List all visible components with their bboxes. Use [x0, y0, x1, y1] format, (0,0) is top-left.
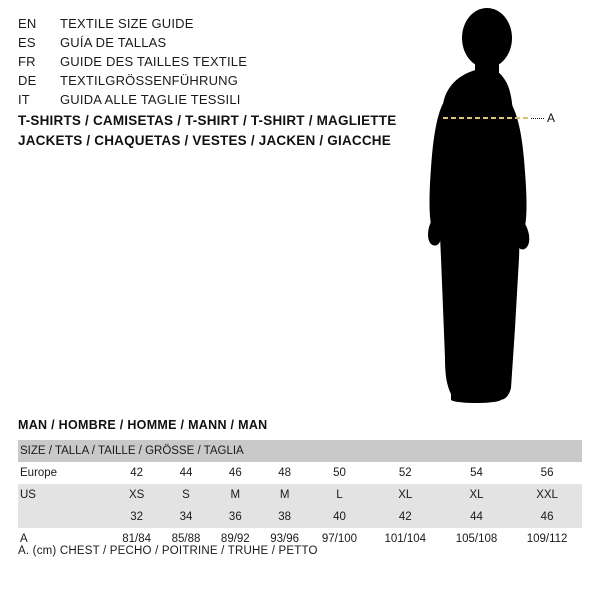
table-cell: 46	[211, 462, 260, 484]
language-row	[18, 73, 378, 92]
table-cell: 42	[112, 462, 161, 484]
table-cell: 34	[161, 506, 210, 528]
language-text: GUÍA DE TALLAS	[60, 35, 167, 50]
row-label: Europe	[18, 462, 112, 484]
table-cell: 101/104	[370, 528, 441, 550]
language-code: ES	[18, 35, 36, 50]
table-cell: 46	[512, 506, 582, 528]
garment-line-tshirts: T-SHIRTS / CAMISETAS / T-SHIRT / T-SHIRT / MAGLIETTE	[18, 113, 397, 128]
table-cell: 56	[512, 462, 582, 484]
language-code: EN	[18, 16, 37, 31]
table-row	[18, 484, 582, 506]
language-list	[18, 16, 378, 111]
language-code: DE	[18, 73, 37, 88]
table-header-label: SIZE / TALLA / TAILLE / GRÖSSE / TAGLIA	[18, 440, 582, 462]
language-text: GUIDE DES TAILLES TEXTILE	[60, 54, 248, 69]
language-row	[18, 54, 378, 73]
language-code: FR	[18, 54, 36, 69]
table-cell: 93/96	[260, 528, 309, 550]
table-cell: M	[260, 484, 309, 506]
table-cell: 89/92	[211, 528, 260, 550]
table-cell: 42	[370, 506, 441, 528]
footnote: A. (cm) CHEST / PECHO / POITRINE / TRUHE / PETTO	[18, 545, 318, 557]
table-cell: 44	[441, 506, 512, 528]
table-cell: 105/108	[441, 528, 512, 550]
table-cell: 97/100	[309, 528, 369, 550]
row-label	[18, 506, 112, 528]
table-cell: XXL	[512, 484, 582, 506]
table-cell: XS	[112, 484, 161, 506]
table-title: MAN / HOMBRE / HOMME / MANN / MAN	[18, 418, 268, 432]
table-cell: 48	[260, 462, 309, 484]
size-table	[18, 440, 582, 550]
language-row	[18, 92, 378, 111]
table-cell: 38	[260, 506, 309, 528]
table-cell: 81/84	[112, 528, 161, 550]
table-cell: XL	[441, 484, 512, 506]
row-label: A	[18, 528, 112, 550]
garment-type-list	[18, 111, 418, 151]
measure-label-a: A	[547, 111, 556, 125]
table-row	[18, 462, 582, 484]
language-code: IT	[18, 92, 30, 107]
table-cell: 109/112	[512, 528, 582, 550]
table-cell: S	[161, 484, 210, 506]
table-cell: 54	[441, 462, 512, 484]
table-cell: L	[309, 484, 369, 506]
silhouette-icon	[395, 8, 600, 408]
language-text: TEXTILGRÖSSENFÜHRUNG	[60, 73, 239, 88]
male-silhouette-figure	[395, 8, 600, 408]
table-cell: 52	[370, 462, 441, 484]
garment-line-jackets: JACKETS / CHAQUETAS / VESTES / JACKEN / GIACCHE	[18, 133, 391, 148]
table-cell: 44	[161, 462, 210, 484]
measure-leader-line	[531, 118, 544, 119]
table-cell: 36	[211, 506, 260, 528]
row-label: US	[18, 484, 112, 506]
language-text: TEXTILE SIZE GUIDE	[60, 16, 194, 31]
table-cell: XL	[370, 484, 441, 506]
table-cell: 85/88	[161, 528, 210, 550]
language-text: GUIDA ALLE TAGLIE TESSILI	[60, 92, 241, 107]
table-cell: M	[211, 484, 260, 506]
table-header-row	[18, 440, 582, 462]
language-row	[18, 35, 378, 54]
table-cell: 40	[309, 506, 369, 528]
table-cell: 32	[112, 506, 161, 528]
table-cell: 50	[309, 462, 369, 484]
table-row	[18, 506, 582, 528]
language-row	[18, 16, 378, 35]
